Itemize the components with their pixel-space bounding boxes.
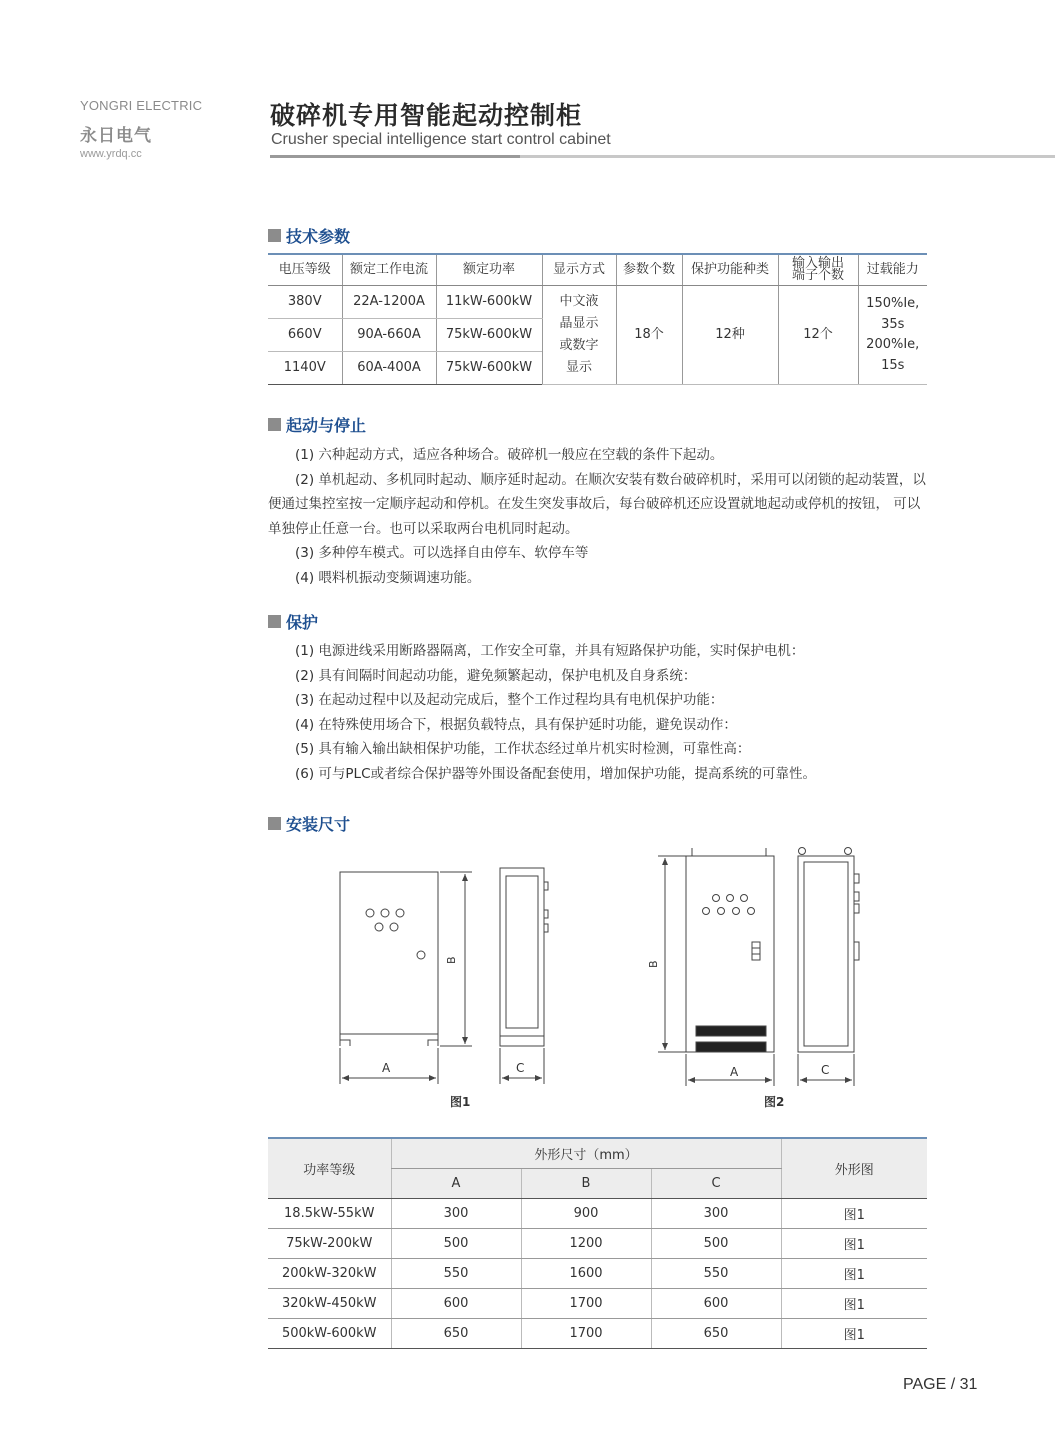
table-row [268, 1289, 927, 1319]
overload-line: 200%Ie, [866, 337, 920, 352]
display-line: 或数字 [559, 338, 599, 353]
page-title: 破碎机专用智能起动控制柜 [270, 101, 583, 130]
brand-url: www.yrdq.cc [80, 148, 142, 160]
table-row [268, 1259, 927, 1289]
header-cell: B [521, 1169, 651, 1199]
table-row [268, 1229, 927, 1259]
table-cell: 图1 [781, 1259, 927, 1289]
table-cell: 900 [521, 1199, 651, 1229]
square-bullet-icon [268, 418, 281, 431]
page-number: PAGE / 31 [903, 1376, 978, 1393]
dim-a-label: A [382, 1061, 391, 1075]
fig2-side-view [798, 848, 859, 1087]
header-cell [778, 254, 858, 286]
section-heading-install [268, 812, 350, 835]
brand-name-cn: 永日电气 [80, 126, 152, 146]
overload-line: 150%Ie, [866, 296, 920, 311]
header-cell: 外形图 [781, 1138, 927, 1199]
display-line: 显示 [565, 360, 592, 375]
section-heading-start-stop [268, 413, 366, 436]
table-cell: 600 [651, 1289, 781, 1319]
table-cell: 500kW-600kW [268, 1319, 391, 1349]
protect-types-cell: 12种 [682, 286, 778, 385]
table-cell: 75kW-200kW [268, 1229, 391, 1259]
table-cell: 300 [651, 1199, 781, 1229]
header-cell: 外形尺寸（mm） [391, 1138, 781, 1169]
table-cell: 1200 [521, 1229, 651, 1259]
fig1-front-view [340, 872, 472, 1084]
table-cell: 图1 [781, 1199, 927, 1229]
header-cell: 功率等级 [268, 1138, 391, 1199]
table-cell: 22A-1200A [342, 286, 436, 319]
list-item: (6) 可与PLC或者综合保护器等外围设备配套使用，增加保护功能，提高系统的可靠性。 [295, 765, 817, 782]
table-cell: 1700 [521, 1289, 651, 1319]
fig2-label: 图2 [764, 1095, 785, 1109]
table-cell: 18.5kW-55kW [268, 1199, 391, 1229]
display-line: 晶显示 [559, 316, 599, 331]
fig2-front-view [658, 848, 774, 1086]
table-cell: 600 [391, 1289, 521, 1319]
table-cell: 380V [268, 286, 342, 319]
header-cell: 显示方式 [542, 254, 616, 286]
list-item: (1) 电源进线采用断路器隔离，工作安全可靠，并具有短路保护功能，实时保护电机： [295, 643, 805, 659]
list-item: (3) 多种停车模式。可以选择自由停车、软停车等 [295, 545, 589, 561]
table-cell: 60A-400A [342, 352, 436, 385]
table-cell: 图1 [781, 1319, 927, 1349]
table-cell: 550 [391, 1259, 521, 1289]
dims-table-header [268, 1138, 927, 1169]
header-cell: A [391, 1169, 521, 1199]
list-item: (3) 在起动过程中以及起动完成后，整个工作过程均具有电机保护功能： [295, 692, 724, 708]
square-bullet-icon [268, 615, 281, 628]
dim-b-label: B [647, 960, 660, 968]
table-cell: 550 [651, 1259, 781, 1289]
header-cell-text: 输入输出端子个数 [791, 256, 844, 283]
section-heading-protect [268, 610, 318, 633]
fig1-side-view [500, 868, 548, 1084]
start-stop-list [268, 443, 928, 590]
overload-line: 35s [881, 316, 905, 332]
protect-list [268, 639, 928, 786]
header-cell: 保护功能种类 [682, 254, 778, 286]
dimensions-table [268, 1137, 927, 1349]
fig1-label: 图1 [450, 1095, 471, 1109]
table-cell: 图1 [781, 1289, 927, 1319]
dim-a-label: A [730, 1065, 739, 1079]
table-row [268, 286, 927, 319]
overload-cell [858, 286, 927, 385]
display-cell [542, 286, 616, 385]
dim-b-label: B [445, 956, 458, 964]
page-subtitle: Crusher special intelligence start control cabinet [271, 131, 611, 148]
list-item: (5) 具有输入输出缺相保护功能，工作状态经过单片机实时检测，可靠性高： [295, 741, 751, 757]
table-row [268, 1319, 927, 1349]
header-cell: C [651, 1169, 781, 1199]
table-cell: 1600 [521, 1259, 651, 1289]
table-cell: 500 [651, 1229, 781, 1259]
section-heading-tech [268, 224, 350, 247]
table-cell: 300 [391, 1199, 521, 1229]
brand-name-en: YONGRI ELECTRIC [80, 98, 203, 113]
table-cell: 1700 [521, 1319, 651, 1349]
square-bullet-icon [268, 817, 281, 830]
table-row [268, 1199, 927, 1229]
cabinet-dimension-drawings [300, 840, 880, 1120]
table-cell: 200kW-320kW [268, 1259, 391, 1289]
section-heading-text: 保护 [286, 613, 319, 632]
display-line: 中文液 [559, 294, 599, 309]
io-terminals-cell: 12个 [778, 286, 858, 385]
list-item: (4) 在特殊使用场合下，根据负载特点，具有保护延时功能，避免误动作： [295, 716, 737, 733]
table-cell: 90A-660A [342, 319, 436, 352]
table-cell: 320kW-450kW [268, 1289, 391, 1319]
list-item: (1) 六种起动方式，适应各种场合。破碎机一般应在空载的条件下起动。 [295, 447, 724, 463]
table-cell: 11kW-600kW [436, 286, 542, 319]
table-cell: 图1 [781, 1229, 927, 1259]
table-cell: 660V [268, 319, 342, 352]
section-heading-text: 技术参数 [286, 227, 351, 246]
table-cell: 650 [651, 1319, 781, 1349]
section-heading-text: 安装尺寸 [286, 815, 351, 834]
overload-line: 15s [881, 357, 905, 373]
list-item: (4) 喂料机振动变频调速功能。 [295, 569, 481, 586]
header-cell: 过载能力 [858, 254, 927, 286]
header-cell: 电压等级 [268, 254, 342, 286]
dim-c-label: C [516, 1061, 525, 1075]
spec-table-header [268, 254, 927, 286]
spec-table [268, 253, 927, 385]
list-item: (2) 单机起动、多机同时起动、顺序延时起动。在顺次安装有数台破碎机时，采用可以闭锁的起动装置，以便通过集控室按一定顺序起动和停机。在发生突发事故后，每台破碎机还应设置就地起动或停机的按钮， 可以单独停止任意一台。也可以采取两台电机同时起动。 [268, 471, 926, 537]
title-divider-accent [270, 155, 520, 158]
table-cell: 75kW-600kW [436, 352, 542, 385]
list-item: (2) 具有间隔时间起动功能，避免频繁起动，保护电机及自身系统： [295, 667, 697, 684]
square-bullet-icon [268, 229, 281, 242]
params-cell: 18个 [616, 286, 682, 385]
section-heading-text: 起动与停止 [286, 416, 367, 435]
table-cell: 500 [391, 1229, 521, 1259]
table-cell: 1140V [268, 352, 342, 385]
dim-c-label: C [821, 1063, 830, 1077]
table-cell: 650 [391, 1319, 521, 1349]
header-cell: 参数个数 [616, 254, 682, 286]
header-cell: 额定功率 [436, 254, 542, 286]
table-cell: 75kW-600kW [436, 319, 542, 352]
header-cell: 额定工作电流 [342, 254, 436, 286]
